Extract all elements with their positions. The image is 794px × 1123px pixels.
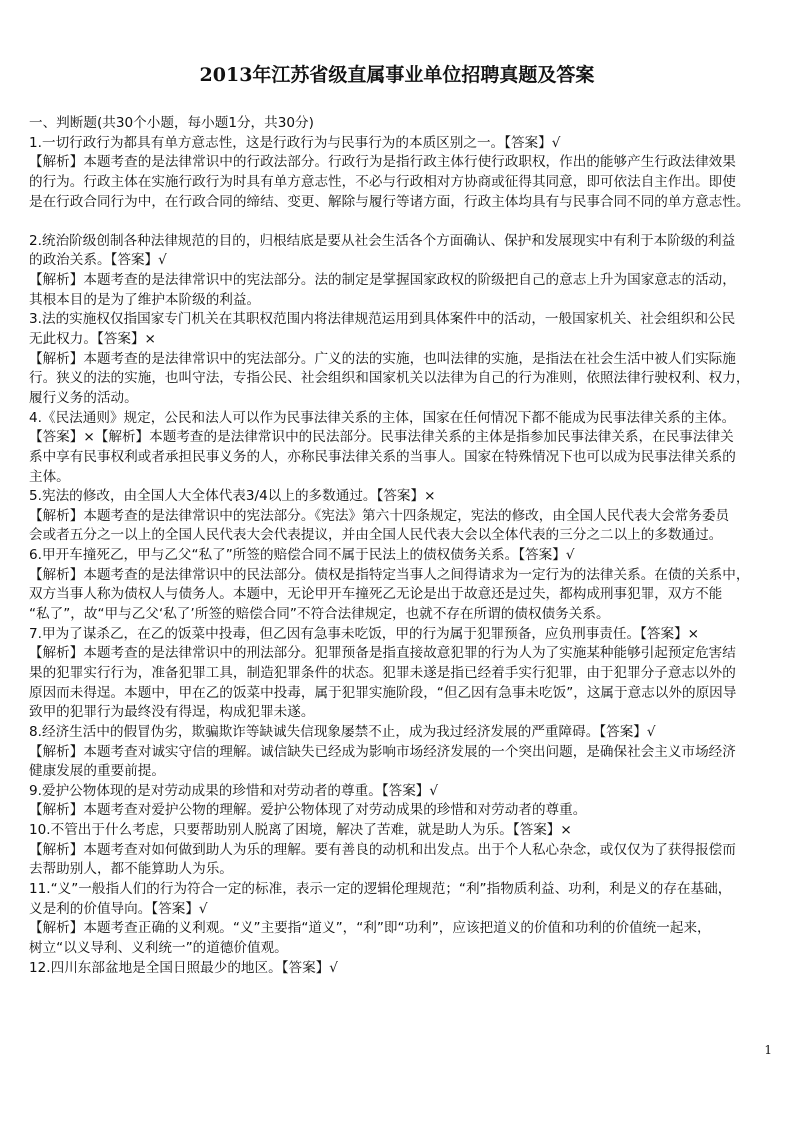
text-line: 1.一切行政行为都具有单方意志性，这是行政行为与民事行为的本质区别之一。【答案】√ — [29, 134, 561, 151]
text-line: 的政治关系。【答案】√ — [29, 252, 167, 269]
text-line: 10.不管出于什么考虑，只要帮助别人脱离了困境，解决了苦难，就是助人为乐。【答案】× — [29, 822, 572, 839]
text-line: 【解析】本题考查的是法律常识中的宪法部分。法的制定是掌握国家政权的阶级把自己的意志上升为国家意志的活动， — [29, 272, 736, 289]
text-line: 4.《民法通则》规定，公民和法人可以作为民事法律关系的主体，国家在任何情况下都不能成为民事法律关系的主体。 — [29, 409, 736, 426]
text-line: 一、判断题(共30个小题，每小题1分，共30分) — [29, 115, 314, 131]
text-line: 【解析】本题考查的是法律常识中的宪法部分。《宪法》第六十四条规定，宪法的修改，由全国人民代表大会常务委员 — [29, 507, 730, 524]
text-line: 主体。 — [29, 468, 70, 485]
text-line: 7.甲为了谋杀乙，在乙的饭菜中投毒，但乙因有急事未吃饭，甲的行为属于犯罪预备，应负刑事责任。【答案】× — [29, 625, 700, 642]
document-body — [29, 114, 771, 978]
text-line: 树立“以义导利、义利统一”的道德价值观。 — [29, 939, 288, 956]
text-line: 双方当事人称为债权人与债务人。本题中，无论甲开车撞死乙无论是出于故意还是过失，都构成刑事犯罪，双方不能 — [29, 586, 723, 603]
text-line: 义是利的价值导向。【答案】√ — [29, 900, 208, 917]
text-line: 【解析】本题考查对如何做到助人为乐的理解。要有善良的动机和出发点。出于个人私心杂念，或仅仅为了获得报偿而 — [29, 841, 736, 858]
text-line: 11.“义”一般指人们的行为符合一定的标准，表示一定的逻辑伦理规范；“利”指物质利益、功利，利是义的存在基础， — [29, 880, 732, 897]
text-line: 6.甲开车撞死乙，甲与乙父“私了”所签的赔偿合同不属于民法上的债权债务关系。【答案】√ — [29, 547, 575, 564]
text-line: 9.爱护公物体现的是对劳动成果的珍惜和对劳动者的尊重。【答案】√ — [29, 782, 439, 799]
text-line: 会或者五分之一以上的全国人民代表大会代表提议，并由全国人民代表大会以全体代表的三分之二以上的多数通过。 — [29, 527, 723, 544]
document-title: 2013年江苏省级直属事业单位招聘真题及答案 — [199, 64, 595, 86]
text-line: 【解析】本题考查的是法律常识中的民法部分。债权是指特定当事人之间得请求为一定行为的法律关系。在债的关系中， — [29, 566, 750, 583]
text-line: 5.宪法的修改，由全国人大全体代表3/4以上的多数通过。【答案】× — [29, 488, 436, 505]
text-line: 【解析】本题考查正确的义利观。“义”主要指“道义”，“利”即“功利”，应该把道义的价值和功利的价值统一起来， — [29, 920, 711, 937]
text-line: 3.法的实施权仅指国家专门机关在其职权范围内将法律规范运用到具体案件中的活动，一般国家机关、社会组织和公民 — [29, 311, 736, 328]
text-line: 【解析】本题考查的是法律常识中的刑法部分。犯罪预备是指直接故意犯罪的行为人为了实施某种能够引起预定危害结 — [29, 645, 736, 662]
text-line: 12.四川东部盆地是全国日照最少的地区。【答案】√ — [29, 959, 338, 976]
text-line: 的行为。行政主体在实施行政行为时具有单方意志性，不必与行政相对方协商或征得其同意，即可依法自主作出。即使 — [29, 173, 736, 190]
text-line: 8.经济生活中的假冒伪劣，欺骗欺诈等缺诚失信现象屡禁不止，成为我过经济发展的严重障碍。【答案】√ — [29, 723, 656, 740]
text-line: “私了”，故“甲与乙父‘私了’所签的赔偿合同”不符合法律规定，也就不存在所谓的债权债务关系。 — [29, 606, 610, 623]
text-line: 果的犯罪实行行为，准备犯罪工具，制造犯罪条件的状态。犯罪未遂是指已经着手实行犯罪，由于犯罪分子意志以外的 — [29, 664, 736, 681]
text-line: 履行义务的活动。 — [29, 389, 138, 406]
text-line: 系中享有民事权利或者承担民事义务的人，亦称民事法律关系的当事人。国家在特殊情况下也可以成为民事法律关系的 — [29, 448, 736, 465]
text-line: 原因而未得逞。本题中，甲在乙的饭菜中投毒，属于犯罪实施阶段，“但乙因有急事未吃饭”，这属于意志以外的原因导 — [29, 684, 737, 701]
text-line: 行。狭义的法的实施，也叫守法，专指公民、社会组织和国家机关以法律为自己的行为准则，依照法律行驶权利、权力， — [29, 370, 750, 387]
text-line: 【解析】本题考查对诚实守信的理解。诚信缺失已经成为影响市场经济发展的一个突出问题，是确保社会主义市场经济 — [29, 743, 736, 760]
text-line: 致甲的犯罪行为最终没有得逞，构成犯罪未遂。 — [29, 704, 315, 721]
text-line: 去帮助别人，都不能算助人为乐。 — [29, 861, 233, 878]
page-number: 1 — [764, 1043, 772, 1057]
text-line: 【解析】本题考查的是法律常识中的行政法部分。行政行为是指行政主体行使行政职权，作出的能够产生行政法律效果 — [29, 154, 736, 171]
text-line: 【答案】×【解析】本题考查的是法律常识中的民法部分。民事法律关系的主体是指参加民事法律关系，在民事法律关 — [29, 429, 734, 446]
text-line: 健康发展的重要前提。 — [29, 763, 165, 780]
text-line: 是在行政合同行为中，在行政合同的缔结、变更、解除与履行等诸方面，行政主体均具有与民事合同不同的单方意志性。 — [29, 193, 750, 210]
text-line: 【解析】本题考查的是法律常识中的宪法部分。广义的法的实施，也叫法律的实施，是指法在社会生活中被人们实际施 — [29, 350, 736, 367]
text-line: 【解析】本题考查对爱护公物的理解。爱护公物体现了对劳动成果的珍惜和对劳动者的尊重。 — [29, 802, 587, 819]
text-line: 其根本目的是为了维护本阶级的利益。 — [29, 291, 261, 308]
blank-line — [29, 212, 771, 232]
text-line: 2.统治阶级创制各种法律规范的目的，归根结底是要从社会生活各个方面确认、保护和发展现实中有利于本阶级的利益 — [29, 232, 736, 249]
text-line: 无此权力。【答案】× — [29, 331, 156, 348]
